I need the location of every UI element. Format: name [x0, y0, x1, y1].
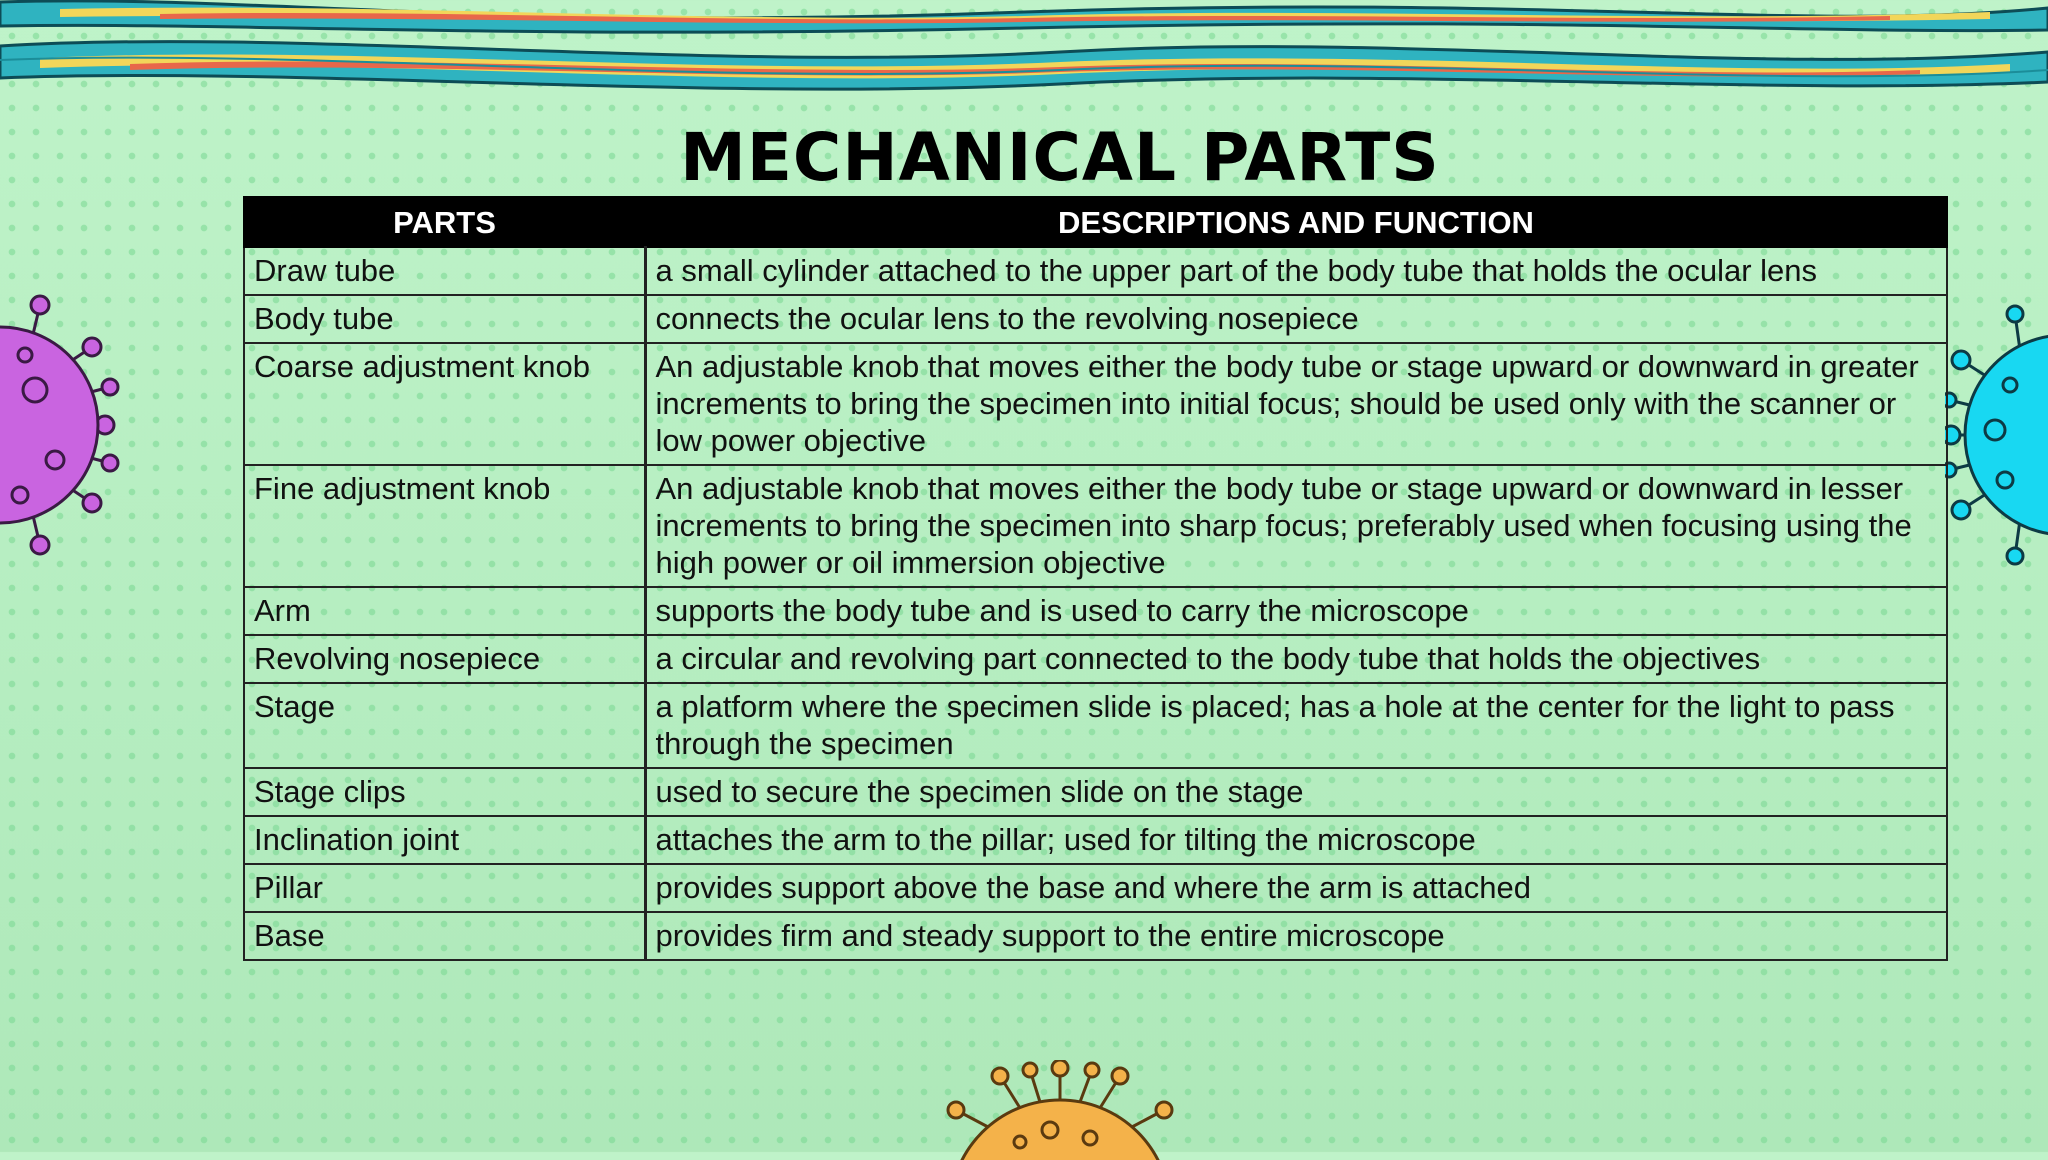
table-row — [244, 864, 1947, 912]
table-row — [244, 247, 1947, 295]
part-cell: Draw tube — [244, 247, 645, 295]
banner-row-top — [0, 1, 2048, 32]
part-cell: Base — [244, 912, 645, 960]
description-cell: attaches the arm to the pillar; used for tilting the microscope — [645, 816, 1947, 864]
column-header-parts: PARTS — [244, 197, 645, 247]
part-cell: Revolving nosepiece — [244, 635, 645, 683]
table-row — [244, 465, 1947, 587]
table-row — [244, 295, 1947, 343]
wave-banner — [0, 0, 2048, 100]
description-cell: connects the ocular lens to the revolving nosepiece — [645, 295, 1947, 343]
table-row — [244, 816, 1947, 864]
description-cell: used to secure the specimen slide on the stage — [645, 768, 1947, 816]
table-header-row — [244, 197, 1947, 247]
part-cell: Fine adjustment knob — [244, 465, 645, 587]
part-cell: Arm — [244, 587, 645, 635]
table-row — [244, 587, 1947, 635]
part-cell: Pillar — [244, 864, 645, 912]
table-row — [244, 683, 1947, 768]
virus-icon-purple — [0, 275, 130, 575]
description-cell: provides firm and steady support to the entire microscope — [645, 912, 1947, 960]
part-cell: Stage — [244, 683, 645, 768]
description-cell: a small cylinder attached to the upper part of the body tube that holds the ocular lens — [645, 247, 1947, 295]
table-row — [244, 768, 1947, 816]
part-cell: Body tube — [244, 295, 645, 343]
part-cell: Inclination joint — [244, 816, 645, 864]
table-row — [244, 635, 1947, 683]
description-cell: An adjustable knob that moves either the body tube or stage upward or downward in lesser increments to bring the specimen into sharp focus; preferably used when focusing using the high power or oil immersion objective — [645, 465, 1947, 587]
description-cell: a platform where the specimen slide is placed; has a hole at the center for the light to pass through the specimen — [645, 683, 1947, 768]
description-cell: provides support above the base and where the arm is attached — [645, 864, 1947, 912]
description-cell: supports the body tube and is used to carry the microscope — [645, 587, 1947, 635]
mechanical-parts-table — [243, 196, 1948, 961]
banner-row-bottom — [0, 42, 2048, 90]
virus-icon-orange — [930, 1060, 1190, 1160]
table-row — [244, 343, 1947, 465]
virus-icon-cyan — [1945, 300, 2048, 570]
page-title: MECHANICAL PARTS — [680, 119, 1440, 196]
table-row — [244, 912, 1947, 960]
part-cell: Coarse adjustment knob — [244, 343, 645, 465]
column-header-descriptions: DESCRIPTIONS AND FUNCTION — [645, 197, 1947, 247]
description-cell: a circular and revolving part connected to the body tube that holds the objectives — [645, 635, 1947, 683]
part-cell: Stage clips — [244, 768, 645, 816]
description-cell: An adjustable knob that moves either the body tube or stage upward or downward in greater increments to bring the specimen into initial focus; should be used only with the scanner or low power objective — [645, 343, 1947, 465]
